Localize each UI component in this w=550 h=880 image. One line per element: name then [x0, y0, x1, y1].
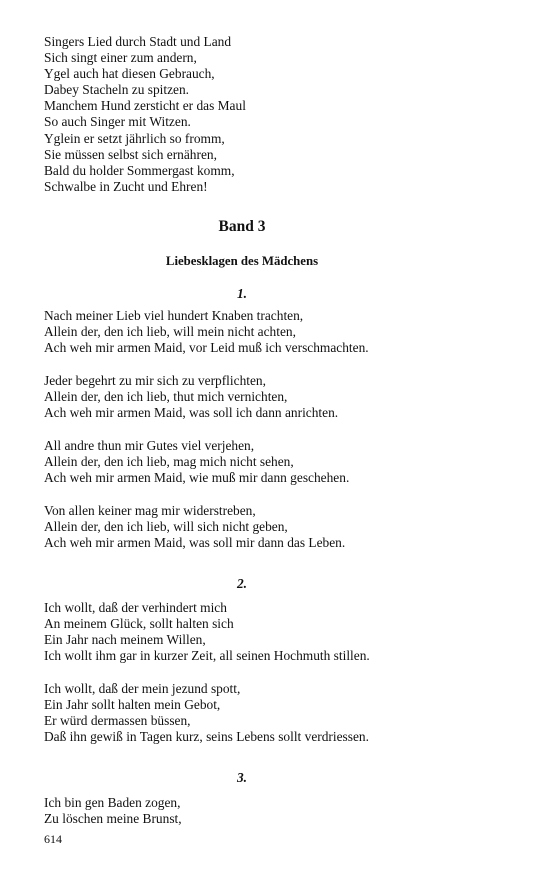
stanza — [44, 795, 182, 827]
stanza — [44, 600, 370, 664]
verse-line: Allein der, den ich lieb, mag mich nicht sehen, — [44, 454, 294, 470]
verse-line: Allein der, den ich lieb, thut mich vernichten, — [44, 389, 288, 405]
verse-line: Ich wollt ihm gar in kurzer Zeit, all seinen Hochmuth stillen. — [44, 648, 370, 664]
verse-line: Ein Jahr nach meinem Willen, — [44, 632, 206, 648]
verse-line: Ein Jahr sollt halten mein Gebot, — [44, 697, 221, 713]
verse-line: Bald du holder Sommergast komm, — [44, 162, 235, 178]
verse-line: An meinem Glück, sollt halten sich — [44, 616, 234, 632]
verse-line: Allein der, den ich lieb, will mein nicht achten, — [44, 324, 296, 340]
stanza — [44, 681, 369, 745]
verse-line: Ach weh mir armen Maid, wie muß mir dann geschehen. — [44, 470, 350, 486]
verse-line: Daß ihn gewiß in Tagen kurz, seins Lebens sollt verdriessen. — [44, 729, 369, 745]
poem-number: 3. — [236, 770, 248, 785]
verse-line: Ach weh mir armen Maid, vor Leid muß ich verschmachten. — [44, 340, 369, 356]
verse-line: Nach meiner Lieb viel hundert Knaben trachten, — [44, 308, 304, 323]
verse-line: Ach weh mir armen Maid, was soll ich dann anrichten. — [44, 405, 339, 421]
verse-line: Ich wollt, daß der mein jezund spott, — [44, 681, 241, 696]
verse-line: Sich singt einer zum andern, — [44, 50, 197, 66]
verse-line: Singers Lied durch Stadt und Land — [44, 34, 232, 49]
verse-line: Ygel auch hat diesen Gebrauch, — [44, 66, 215, 82]
stanza — [44, 438, 349, 486]
verse-line: Manchem Hund zersticht er das Maul — [44, 98, 246, 114]
stanza — [44, 503, 345, 551]
poem-number: 1. — [236, 286, 248, 301]
page-number: 614 — [44, 832, 62, 846]
verse-line: Ich wollt, daß der verhindert mich — [44, 600, 227, 615]
poem-number: 2. — [236, 576, 248, 591]
verse-line: Dabey Stacheln zu spitzen. — [44, 82, 190, 98]
stanza — [44, 308, 369, 356]
verse-line: Sie müssen selbst sich ernähren, — [44, 146, 217, 162]
verse-line: All andre thun mir Gutes viel verjehen, — [44, 438, 255, 453]
stanza — [44, 373, 338, 421]
section-title: Liebesklagen des Mädchens — [165, 254, 319, 268]
verse-line: Von allen keiner mag mir widerstreben, — [44, 503, 256, 518]
verse-line: Ach weh mir armen Maid, was soll mir dann das Leben. — [44, 535, 346, 551]
verse-line: Yglein er setzt jährlich so fromm, — [44, 130, 225, 146]
verse-line: Jeder begehrt zu mir sich zu verpflichten, — [44, 373, 266, 388]
verse-line: Schwalbe in Zucht und Ehren! — [44, 178, 208, 194]
verse-line: Ich bin gen Baden zogen, — [44, 795, 181, 810]
verse-line: Allein der, den ich lieb, will sich nicht geben, — [44, 519, 288, 535]
band-title: Band 3 — [218, 218, 266, 235]
verse-line: So auch Singer mit Witzen. — [44, 114, 191, 130]
verse-line: Zu löschen meine Brunst, — [44, 811, 182, 827]
verse-line: Er würd dermassen büssen, — [44, 713, 191, 729]
intro-stanza — [44, 34, 246, 195]
